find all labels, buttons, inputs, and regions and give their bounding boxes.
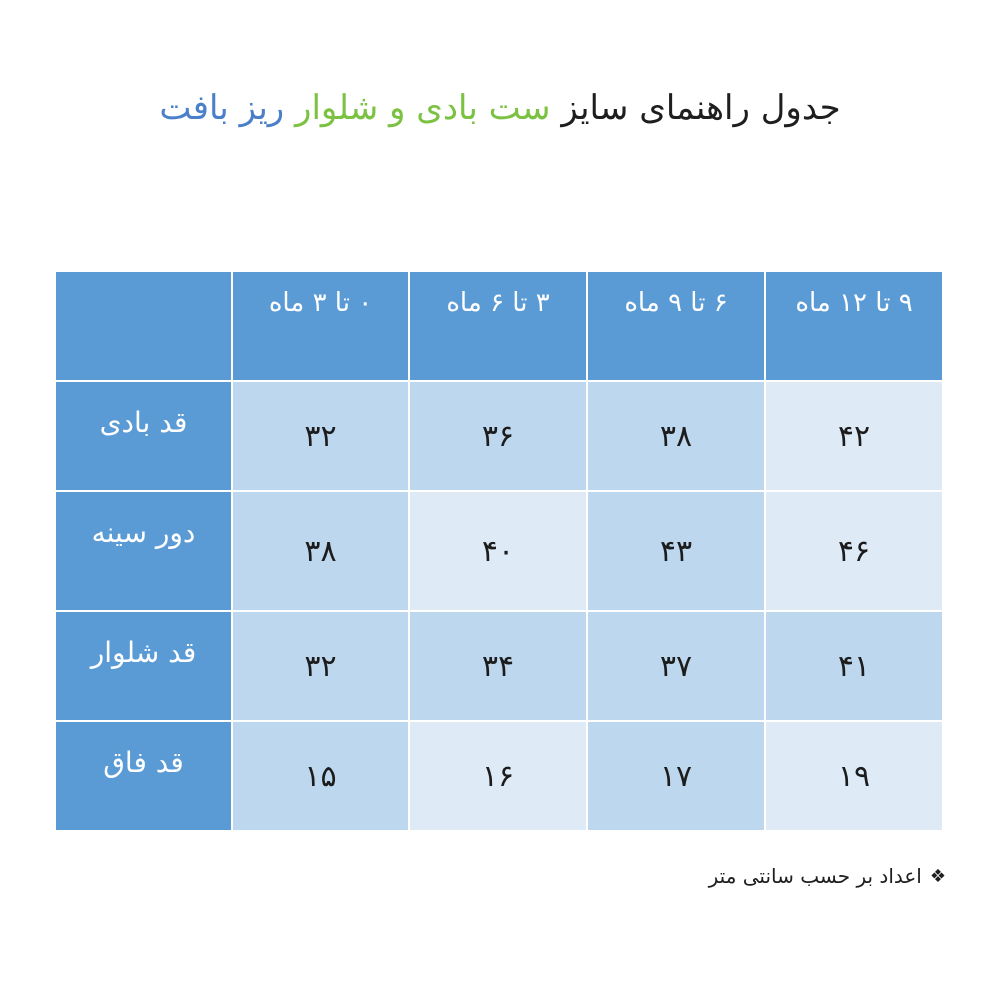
units-note <box>709 864 946 888</box>
size-guide-table <box>54 270 944 832</box>
table-cell: ۳۷ <box>587 611 765 721</box>
table-cell: ۱۹ <box>765 721 943 831</box>
table-cell: ۱۵ <box>232 721 409 831</box>
header-age-0-3: ۰ تا ۳ ماه <box>232 271 409 381</box>
table-cell: ۳۲ <box>232 381 409 491</box>
header-age-9-12: ۹ تا ۱۲ ماه <box>765 271 943 381</box>
table-cell: ۳۸ <box>587 381 765 491</box>
table-cell: ۱۷ <box>587 721 765 831</box>
table-cell: ۳۶ <box>409 381 587 491</box>
title-part-fabric: ریز بافت <box>159 88 285 128</box>
row-label-body-length: قد بادی <box>55 381 232 491</box>
table-header-row <box>55 271 943 381</box>
table-cell: ۳۴ <box>409 611 587 721</box>
header-corner <box>55 271 232 381</box>
title-part-product: ست بادی و شلوار <box>295 88 551 128</box>
table-cell: ۴۲ <box>765 381 943 491</box>
table-cell: ۳۲ <box>232 611 409 721</box>
table-row <box>55 491 943 611</box>
title-part-main: جدول راهنمای سایز <box>561 88 841 128</box>
table-row <box>55 721 943 831</box>
table-cell: ۴۰ <box>409 491 587 611</box>
table-cell: ۳۸ <box>232 491 409 611</box>
page-title <box>0 88 1000 128</box>
table-cell: ۱۶ <box>409 721 587 831</box>
row-label-chest: دور سینه <box>55 491 232 611</box>
table-cell: ۴۳ <box>587 491 765 611</box>
units-note-text: اعداد بر حسب سانتی متر <box>708 864 922 888</box>
table-row <box>55 381 943 491</box>
diamond-bullet-icon: ❖ <box>929 865 946 887</box>
table-cell: ۴۱ <box>765 611 943 721</box>
header-age-6-9: ۶ تا ۹ ماه <box>587 271 765 381</box>
table-row <box>55 611 943 721</box>
row-label-pants-length: قد شلوار <box>55 611 232 721</box>
header-age-3-6: ۳ تا ۶ ماه <box>409 271 587 381</box>
table-cell: ۴۶ <box>765 491 943 611</box>
row-label-rise: قد فاق <box>55 721 232 831</box>
